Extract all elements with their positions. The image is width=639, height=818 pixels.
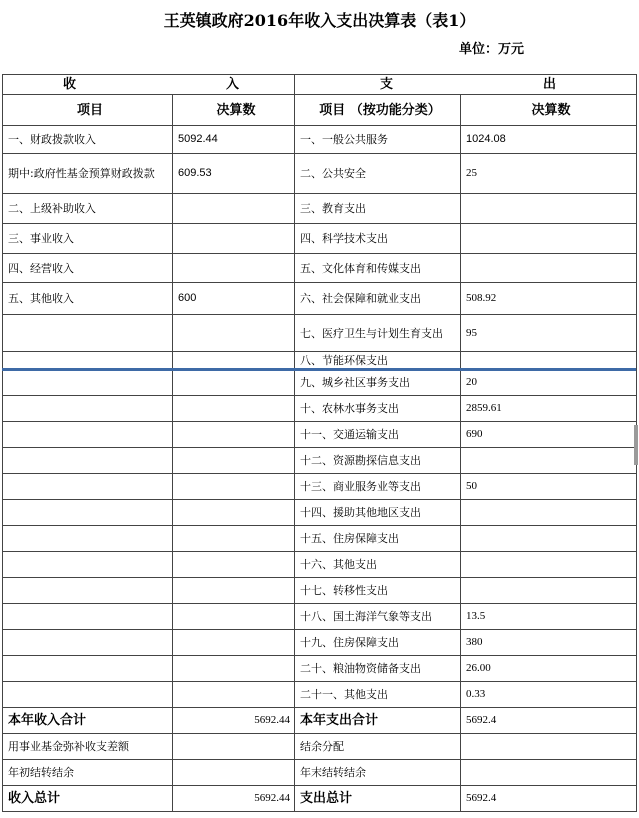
income-value bbox=[173, 448, 295, 474]
income-item bbox=[3, 552, 173, 578]
income-item: 四、经营收入 bbox=[3, 254, 173, 283]
income-item: 五、其他收入 bbox=[3, 283, 173, 315]
table-row bbox=[3, 552, 637, 578]
table-row bbox=[3, 682, 637, 708]
surplus-allocation-label: 结余分配 bbox=[295, 734, 461, 760]
income-grand-total-label: 收入总计 bbox=[3, 786, 173, 812]
income-item bbox=[3, 630, 173, 656]
expense-value bbox=[461, 448, 637, 474]
expense-item: 十一、交通运输支出 bbox=[295, 422, 461, 448]
expense-value: 0.33 bbox=[461, 682, 637, 708]
expense-value: 95 bbox=[461, 315, 637, 352]
begin-balance-label: 年初结转结余 bbox=[3, 760, 173, 786]
income-value bbox=[173, 682, 295, 708]
expense-value bbox=[461, 526, 637, 552]
table-row bbox=[3, 224, 637, 254]
expense-item: 五、文化体育和传媒支出 bbox=[295, 254, 461, 283]
expense-item: 八、节能环保支出 bbox=[295, 352, 461, 370]
expense-item: 二十一、其他支出 bbox=[295, 682, 461, 708]
expense-value: 13.5 bbox=[461, 604, 637, 630]
table-row bbox=[3, 448, 637, 474]
expense-item: 十九、住房保障支出 bbox=[295, 630, 461, 656]
income-year-total-label: 本年收入合计 bbox=[3, 708, 173, 734]
table-row bbox=[3, 500, 637, 526]
income-item bbox=[3, 682, 173, 708]
expense-item: 十六、其他支出 bbox=[295, 552, 461, 578]
fund-offset-label: 用事业基金弥补收支差额 bbox=[3, 734, 173, 760]
expense-value: 380 bbox=[461, 630, 637, 656]
expense-grand-total-label: 支出总计 bbox=[295, 786, 461, 812]
income-item: 二、上级补助收入 bbox=[3, 194, 173, 224]
table-row bbox=[3, 352, 637, 370]
income-value bbox=[173, 604, 295, 630]
expense-value bbox=[461, 500, 637, 526]
expense-item: 十二、资源勘探信息支出 bbox=[295, 448, 461, 474]
expense-value bbox=[461, 224, 637, 254]
col-header-item: 项目 bbox=[3, 95, 173, 126]
table-row bbox=[3, 630, 637, 656]
budget-table bbox=[2, 74, 637, 812]
income-value bbox=[173, 352, 295, 370]
page-break-line bbox=[2, 368, 636, 371]
table-row bbox=[3, 154, 637, 194]
expense-item: 十五、住房保障支出 bbox=[295, 526, 461, 552]
page-title: 王英镇政府2016年收入支出决算表（表1） bbox=[163, 11, 476, 30]
income-item bbox=[3, 370, 173, 396]
income-item bbox=[3, 315, 173, 352]
expense-item: 十、农林水事务支出 bbox=[295, 396, 461, 422]
income-item bbox=[3, 656, 173, 682]
grand-total-row bbox=[3, 786, 637, 812]
expense-item: 二、公共安全 bbox=[295, 154, 461, 194]
income-value bbox=[173, 500, 295, 526]
expense-grand-total-value: 5692.4 bbox=[461, 786, 637, 812]
expense-value bbox=[461, 194, 637, 224]
expense-value bbox=[461, 552, 637, 578]
expense-value bbox=[461, 254, 637, 283]
income-value bbox=[173, 422, 295, 448]
income-item bbox=[3, 396, 173, 422]
table-row bbox=[3, 254, 637, 283]
expense-value: 25 bbox=[461, 154, 637, 194]
scrollbar-thumb[interactable] bbox=[634, 425, 638, 465]
year-total-row bbox=[3, 708, 637, 734]
expense-value: 26.00 bbox=[461, 656, 637, 682]
expense-value: 50 bbox=[461, 474, 637, 500]
expense-item: 十四、援助其他地区支出 bbox=[295, 500, 461, 526]
expense-year-total-value: 5692.4 bbox=[461, 708, 637, 734]
income-item bbox=[3, 604, 173, 630]
expense-value: 1024.08 bbox=[461, 126, 637, 154]
table-row bbox=[3, 283, 637, 315]
income-item: 一、财政拨款收入 bbox=[3, 126, 173, 154]
surplus-allocation-value bbox=[461, 734, 637, 760]
income-value bbox=[173, 224, 295, 254]
table-row bbox=[3, 604, 637, 630]
table-row bbox=[3, 474, 637, 500]
expense-value bbox=[461, 578, 637, 604]
expense-item: 十八、国土海洋气象等支出 bbox=[295, 604, 461, 630]
table-row bbox=[3, 578, 637, 604]
expense-item: 十七、转移性支出 bbox=[295, 578, 461, 604]
income-value bbox=[173, 474, 295, 500]
expense-item: 四、科学技术支出 bbox=[295, 224, 461, 254]
expense-item: 三、教育支出 bbox=[295, 194, 461, 224]
col-header-item-func: 项目 （按功能分类） bbox=[295, 95, 461, 126]
expense-value: 2859.61 bbox=[461, 396, 637, 422]
income-item bbox=[3, 578, 173, 604]
expense-item: 一、一般公共服务 bbox=[295, 126, 461, 154]
table-row bbox=[3, 315, 637, 352]
expense-item: 六、社会保障和就业支出 bbox=[295, 283, 461, 315]
income-value bbox=[173, 370, 295, 396]
table-row bbox=[3, 526, 637, 552]
table-row bbox=[3, 126, 637, 154]
income-value bbox=[173, 254, 295, 283]
income-value bbox=[173, 578, 295, 604]
table-row bbox=[3, 396, 637, 422]
income-item bbox=[3, 352, 173, 370]
table-row bbox=[3, 656, 637, 682]
fund-offset-value bbox=[173, 734, 295, 760]
income-value bbox=[173, 526, 295, 552]
income-value: 609.53 bbox=[173, 154, 295, 194]
expense-value: 508.92 bbox=[461, 283, 637, 315]
income-item bbox=[3, 526, 173, 552]
income-item bbox=[3, 448, 173, 474]
table-row bbox=[3, 370, 637, 396]
column-header-row bbox=[3, 95, 637, 126]
end-balance-label: 年末结转结余 bbox=[295, 760, 461, 786]
income-section-header: 收 入 bbox=[3, 75, 295, 95]
income-value bbox=[173, 194, 295, 224]
col-header-amount: 决算数 bbox=[173, 95, 295, 126]
end-balance-value bbox=[461, 760, 637, 786]
expense-section-header: 支 出 bbox=[295, 75, 637, 95]
begin-balance-value bbox=[173, 760, 295, 786]
section-header-row bbox=[3, 75, 637, 95]
income-grand-total-value: 5692.44 bbox=[173, 786, 295, 812]
income-value: 5092.44 bbox=[173, 126, 295, 154]
income-item bbox=[3, 422, 173, 448]
table-row bbox=[3, 734, 637, 760]
col-header-amount2: 决算数 bbox=[461, 95, 637, 126]
income-value bbox=[173, 630, 295, 656]
unit-label: 单位：万元 bbox=[459, 42, 525, 57]
expense-item: 九、城乡社区事务支出 bbox=[295, 370, 461, 396]
expense-item: 七、医疗卫生与计划生育支出 bbox=[295, 315, 461, 352]
expense-value: 690 bbox=[461, 422, 637, 448]
expense-value: 20 bbox=[461, 370, 637, 396]
income-value bbox=[173, 656, 295, 682]
income-value bbox=[173, 552, 295, 578]
expense-item: 二十、粮油物资储备支出 bbox=[295, 656, 461, 682]
income-year-total-value: 5692.44 bbox=[173, 708, 295, 734]
income-value bbox=[173, 315, 295, 352]
table-row bbox=[3, 194, 637, 224]
expense-item: 十三、商业服务业等支出 bbox=[295, 474, 461, 500]
income-item: 期中:政府性基金预算财政拨款 bbox=[3, 154, 173, 194]
table-row bbox=[3, 760, 637, 786]
income-value: 600 bbox=[173, 283, 295, 315]
table-row bbox=[3, 422, 637, 448]
income-item bbox=[3, 474, 173, 500]
expense-year-total-label: 本年支出合计 bbox=[295, 708, 461, 734]
income-item bbox=[3, 500, 173, 526]
income-value bbox=[173, 396, 295, 422]
income-item: 三、事业收入 bbox=[3, 224, 173, 254]
expense-value bbox=[461, 352, 637, 370]
